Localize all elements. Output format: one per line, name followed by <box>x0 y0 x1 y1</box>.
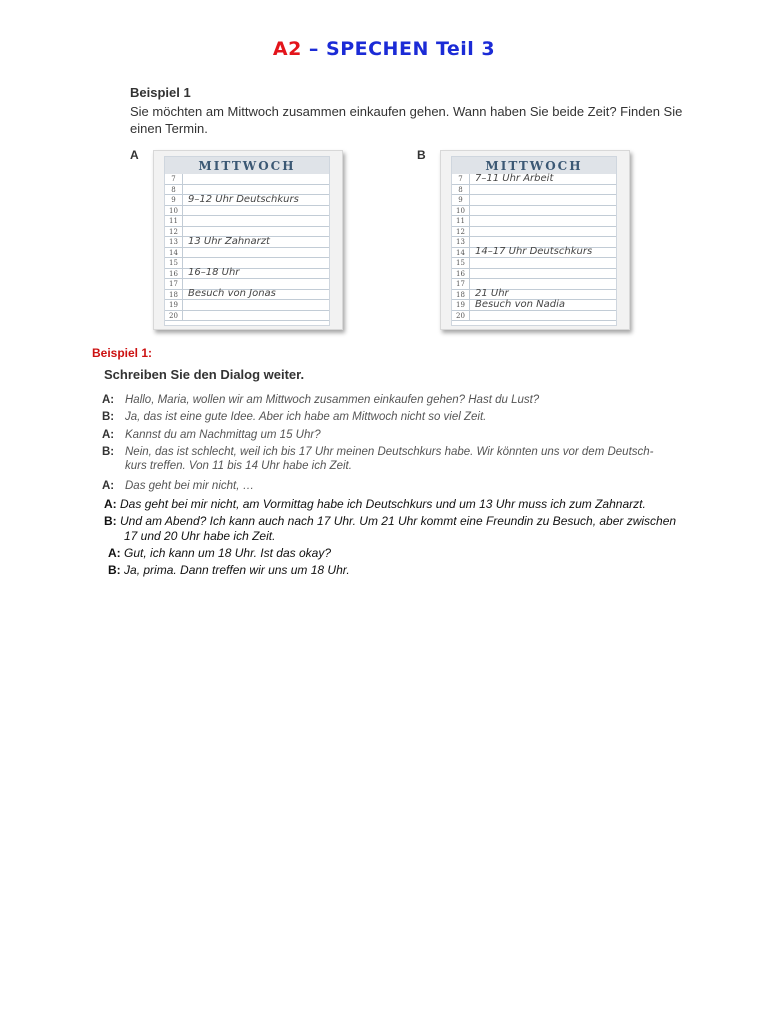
calendar-row <box>165 216 329 227</box>
answer-speaker: B: <box>108 563 121 577</box>
calendar-a-label: A <box>130 148 139 162</box>
calendar-entry: 21 Uhr <box>475 288 509 299</box>
calendar-hour: 11 <box>165 216 183 227</box>
answer-text: Ja, prima. Dann treffen wir uns um 18 Uhr. <box>124 563 350 577</box>
calendar-b-rows <box>452 174 616 321</box>
dialog-line <box>102 479 662 493</box>
calendar-a-day: MITTWOCH <box>165 157 329 174</box>
calendar-entry: 9–12 Uhr Deutschkurs <box>188 193 299 205</box>
calendar-row <box>165 206 329 217</box>
dialog-line <box>102 445 662 473</box>
calendar-row <box>165 300 329 311</box>
calendar-row <box>165 248 329 259</box>
calendar-hour: 15 <box>165 258 183 269</box>
answer-text: Gut, ich kann um 18 Uhr. Ist das okay? <box>124 546 332 560</box>
answer-speaker: B: <box>104 514 117 528</box>
calendar-hour: 17 <box>452 279 470 290</box>
calendar-hour: 7 <box>165 174 183 185</box>
calendar-hour: 12 <box>165 227 183 238</box>
dialog-speaker: B: <box>102 446 115 458</box>
section-label: Beispiel 1: <box>92 346 153 360</box>
calendar-a <box>153 150 343 330</box>
calendar-b-day: MITTWOCH <box>452 157 616 174</box>
calendar-hour: 18 <box>165 290 183 301</box>
calendar-hour: 13 <box>165 237 183 248</box>
calendar-row <box>452 195 616 206</box>
calendar-row <box>165 195 329 206</box>
calendar-hour: 11 <box>452 216 470 227</box>
calendar-entry: 16–18 Uhr <box>188 267 240 278</box>
calendar-row <box>165 290 329 301</box>
calendar-hour: 12 <box>452 227 470 238</box>
calendar-row <box>452 216 616 227</box>
calendar-a-rows <box>165 174 329 321</box>
title-level: A2 <box>272 38 302 60</box>
calendar-row <box>452 227 616 238</box>
calendar-row <box>165 237 329 248</box>
dialog-speaker: A: <box>102 480 115 492</box>
dialog-instruction: Schreiben Sie den Dialog weiter. <box>104 367 305 382</box>
calendar-hour: 10 <box>452 206 470 217</box>
calendar-entry: Besuch von Nadia <box>475 298 565 310</box>
calendar-row <box>452 311 616 322</box>
dialog-speaker: A: <box>102 429 115 441</box>
calendar-hour: 7 <box>452 174 470 185</box>
dialog-line <box>102 393 662 407</box>
dialog-text-continued: kurs treffen. Von 11 bis 14 Uhr habe ich Zeit. <box>125 460 352 472</box>
answer-text: Und am Abend? Ich kann auch nach 17 Uhr. Um 21 Uhr kommt eine Freundin zu Besuch, aber zwischen <box>120 514 677 528</box>
calendar-b-label: B <box>417 148 426 162</box>
answer-text-continued: 17 und 20 Uhr habe ich Zeit. <box>124 529 276 543</box>
answer-text: Das geht bei mir nicht, am Vormittag habe ich Deutschkurs und um 13 Uhr muss ich zum Zahnarzt. <box>120 497 646 511</box>
answer-line <box>108 546 728 561</box>
calendar-hour: 14 <box>452 248 470 259</box>
calendar-hour: 8 <box>165 185 183 196</box>
calendar-hour: 15 <box>452 258 470 269</box>
calendar-hour: 19 <box>165 300 183 311</box>
calendar-hour: 19 <box>452 300 470 311</box>
calendar-b-sheet <box>451 156 617 326</box>
calendar-hour: 16 <box>165 269 183 280</box>
answer-line <box>104 497 724 512</box>
calendar-row <box>452 248 616 259</box>
calendar-hour: 16 <box>452 269 470 280</box>
calendar-entry: Besuch von Jonas <box>188 288 276 299</box>
dialog-text: Kannst du am Nachmittag um 15 Uhr? <box>125 429 321 441</box>
calendar-row <box>452 269 616 280</box>
example-task: Sie möchten am Mittwoch zusammen einkaufen gehen. Wann haben Sie beide Zeit? Finden Sie einen Termin. <box>130 104 683 136</box>
calendar-row <box>452 174 616 185</box>
calendar-hour: 9 <box>165 195 183 206</box>
calendar-a-sheet <box>164 156 330 326</box>
calendar-hour: 20 <box>165 311 183 322</box>
answer-line <box>104 514 724 544</box>
dialog-line <box>102 428 662 442</box>
answer-speaker: A: <box>104 497 117 511</box>
calendar-entry: 13 Uhr Zahnarzt <box>188 235 270 247</box>
calendar-hour: 13 <box>452 237 470 248</box>
page-title <box>0 38 768 60</box>
dialog-text: Hallo, Maria, wollen wir am Mittwoch zusammen einkaufen gehen? Hast du Lust? <box>125 394 540 406</box>
calendar-hour: 18 <box>452 290 470 301</box>
calendar-b <box>440 150 630 330</box>
calendar-entry: 14–17 Uhr Deutschkurs <box>475 246 593 257</box>
dialog-speaker: A: <box>102 394 115 406</box>
calendar-hour: 8 <box>452 185 470 196</box>
calendar-row <box>165 311 329 322</box>
dialog-speaker: B: <box>102 411 115 423</box>
dialog-line <box>102 410 662 424</box>
calendar-row <box>452 300 616 311</box>
calendar-hour: 14 <box>165 248 183 259</box>
calendar-hour: 17 <box>165 279 183 290</box>
answer-line <box>108 563 728 578</box>
calendar-row <box>165 269 329 280</box>
calendar-row <box>452 185 616 196</box>
calendar-row <box>452 206 616 217</box>
dialog-text: Nein, das ist schlecht, weil ich bis 17 Uhr meinen Deutschkurs habe. Wir könnten uns vor dem Deutsch- <box>125 446 654 458</box>
dialog-text: Ja, das ist eine gute Idee. Aber ich habe am Mittwoch nicht so viel Zeit. <box>125 411 487 423</box>
title-text: – SPECHEN Teil 3 <box>301 38 496 60</box>
calendar-entry: 7–11 Uhr Arbeit <box>475 172 554 184</box>
answer-speaker: A: <box>108 546 121 560</box>
calendar-hour: 20 <box>452 311 470 322</box>
calendar-row <box>165 174 329 185</box>
calendar-row <box>452 258 616 269</box>
example-heading: Beispiel 1 <box>130 85 191 100</box>
calendar-hour: 9 <box>452 195 470 206</box>
dialog-text: Das geht bei mir nicht, … <box>125 480 255 492</box>
calendar-hour: 10 <box>165 206 183 217</box>
